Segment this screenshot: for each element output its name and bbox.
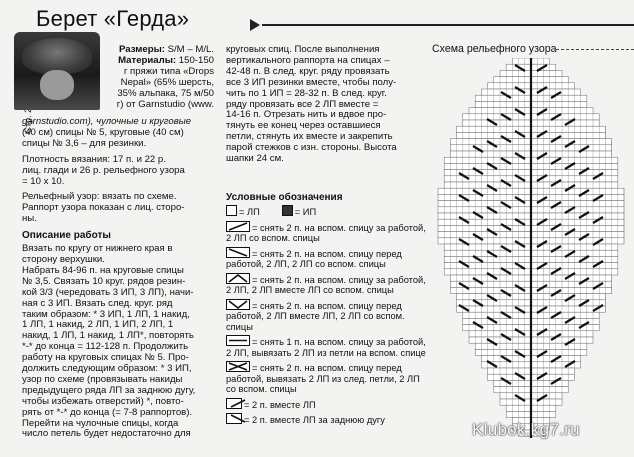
instruction-line [22,177,216,188]
materials-block [104,45,214,110]
legend-label: = ИП [294,207,317,217]
legend-row [226,361,426,395]
materials-key: Материалы: [118,54,177,66]
cable-symbol-icon [227,222,249,231]
legend-row [226,413,426,426]
legend-symbol-icon [226,299,250,310]
legend-row-text: = снять 2 п. на вспом. спицу перед работой, 2 ЛП, 2 ЛП со вспом. спицы [226,248,402,269]
instruction-text: Раппорт узора показан с лиц. сторо- [22,202,185,214]
legend-basic-symbols [226,205,426,218]
instruction-text: чтобы избежать отверстий) *, повто- [22,395,184,407]
instruction-text: рять от *-* до конца (= 7-8 раппортов). [22,406,193,418]
legend-row [226,335,426,358]
instruction-text: должить следующим образом: * 3 ИП, [22,363,192,375]
instruction-text: сторону верхушки. [22,253,105,265]
instruction-text: ряду провязать все 2 ЛП вместе = [226,98,379,110]
cable-symbol-icon [227,300,249,309]
instructions-column-2 [226,45,420,165]
model-face [40,70,74,100]
cable-symbol-icon [227,248,249,257]
instruction-text: Плотность вязания: 17 п. и 22 р. [22,153,166,165]
instruction-text: шапки 24 см. [226,153,284,165]
legend-symbol-icon [226,247,250,258]
instructions-column-1 [22,117,216,440]
instruction-text: = 10 х 10. [22,175,65,187]
instruction-text: узор по схеме (провязывать накиды [22,373,183,385]
instruction-text: № 3,5. Связать 10 круг. рядов резин- [22,275,186,287]
section-heading: Описание работы [22,230,111,242]
instruction-text: число петель будет недостаточно для [22,428,191,440]
legend-rows [226,221,426,426]
instruction-line [22,429,216,440]
instruction-text: garnstudio.com), чулочные и круговые [22,116,192,127]
legend-symbol-icon [226,273,250,284]
legend-symbol-icon [226,413,242,424]
instruction-line [22,214,216,225]
instruction-text: Вязать по кругу от нижнего края в [22,243,173,255]
legend-symbol-icon [226,221,250,232]
watermark: Klubok.kg7.ru [472,420,580,439]
title-arrow-icon [250,19,260,31]
legend-symbol-icon [226,335,250,346]
materials-text: 35% альпака, 75 м/50 [117,87,214,99]
title-rule [262,24,634,26]
legend-symbol-icon [282,205,293,216]
legend [226,192,426,429]
instruction-text: парой стежков с изн. стороны. Высота [226,142,397,154]
legend-symbol-icon [226,361,250,372]
knitting-chart [436,58,626,438]
instruction-text: круговых спиц. После выполнения [226,44,380,55]
materials-line [104,100,214,111]
legend-row-text: = снять 2 п. на вспом. спицу за работой, 2 ЛП, 2 ЛП вместе ЛП со вспом. спицы [226,274,426,295]
instruction-line [22,139,216,150]
scheme-title: Схема рельефного узора [432,43,557,55]
instruction-text: Рельефный узор: вязать по схеме. [22,191,177,203]
legend-row [226,221,426,244]
instruction-text: вертикального раппорта на спицах – [226,54,390,66]
legend-row-text: = снять 2 п. на вспом. спицу перед работой, вывязать 2 ЛП из след. петли, 2 ЛП со вспом. спицы [226,363,420,394]
legend-row-text: = 2 п. вместе ЛП за заднюю дугу [244,415,385,425]
instruction-text: спицы № 3,6 – для резинки. [22,137,147,149]
materials-text: S/M – M/L. [164,44,214,55]
materials-text: г пряжи типа «Drops [123,65,214,77]
instruction-text: тянуть ее конец через оставшиеся [226,120,381,132]
instruction-text: ная с 3 ИП. Вязать след. круг. ряд [22,297,173,309]
beret-photo [14,32,100,110]
instruction-text: (40 см) спицы № 5, круговые (40 см) [22,126,184,138]
legend-basic-item [282,207,316,217]
cable-symbol-icon [227,414,249,423]
instruction-text: Набрать 84-96 п. на круговые спицы [22,264,184,276]
cable-symbol-icon [227,274,249,283]
instruction-line [226,154,420,165]
legend-row-text: = 2 п. вместе ЛП [244,399,316,410]
instruction-text: таким образом: * 3 ИП, 1 ЛП, 1 накид, [22,308,190,320]
legend-row [226,247,426,270]
legend-row-text: = снять 2 п. на вспом. спицу за работой, 2 ЛП со вспом. спицы [226,222,426,243]
instruction-text: работу на круговых спицах № 5. Про- [22,352,189,364]
cable-symbol-icon [227,362,249,371]
cable-symbol-icon [227,336,249,345]
legend-symbol-icon [226,398,242,409]
page-title: Берет «Герда» [36,6,190,31]
legend-row [226,273,426,296]
instruction-text: 42-48 п. В след. круг. ряду провязать [226,65,390,77]
legend-row [226,398,426,411]
instruction-text: *-* до конца = 112-128 п. Продолжить [22,341,189,353]
instruction-line [22,203,216,214]
materials-text: Nepal» (65% шерсть, [120,76,214,88]
legend-basic-item [226,207,260,217]
instruction-line [22,231,216,242]
instruction-text: чить по 1 ИП = 28-32 п. В след. круг. [226,87,387,99]
instruction-text: ны. [22,213,37,225]
legend-title: Условные обозначения [226,192,343,203]
instruction-text: 14-16 п. Отрезать нить и вдвое про- [226,109,387,121]
legend-row-text: = снять 1 п. на вспом. спицу за работой, 2 ЛП, вывязать 2 ЛП из петли на вспом. спице [226,337,426,358]
materials-text: 150-150 [176,54,214,66]
instruction-text: кой 3/3 (чередовать 3 ИП, 3 ЛП), начи- [22,286,194,298]
materials-key: Размеры: [119,44,165,55]
instruction-text: накид, 1 ЛП, 1 накид, 1 ЛП*, повторять [22,330,194,342]
instruction-text: лиц. глади и 26 р. рельефного узора [22,164,185,176]
instruction-text: все 3 ИП резинки вместе, чтобы полу- [226,76,397,88]
materials-text: г) от Garnstudio (www. [116,98,214,110]
legend-row [226,299,426,333]
instruction-text: петли, стянуть их вместе и закрепить [226,131,393,143]
instruction-text: предыдущего ряда ЛП за заднюю дугу, [22,384,196,396]
legend-symbol-icon [226,205,237,216]
legend-label: = ЛП [239,207,260,217]
legend-row-text: = снять 2 п. на вспом. спицу перед работой, 2 ЛП вместе ЛП, 2 ЛП со вспом. спицы [226,300,405,332]
instruction-text: 1 ЛП, 1 накид, 2 ЛП, 1 ИП, 2 ЛП, 1 [22,319,174,331]
scheme-rule [556,49,634,50]
instruction-text: Перейти на чулочные спицы, когда [22,417,179,429]
cable-symbol-icon [227,399,249,408]
beret-shape [22,38,92,74]
